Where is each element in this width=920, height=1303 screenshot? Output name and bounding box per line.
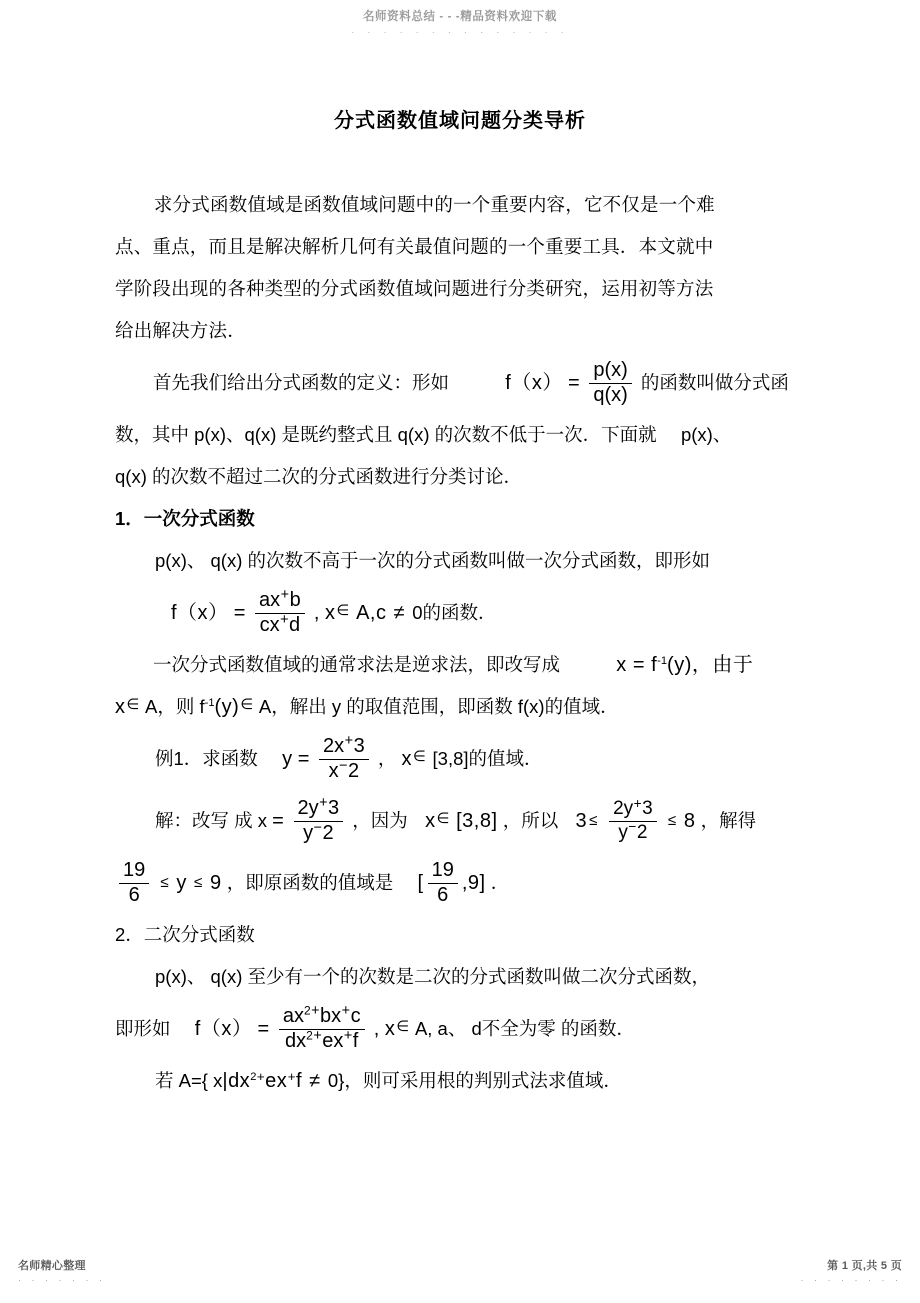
answer-9: 9: [209, 872, 222, 894]
section-1-formula-in: ∈: [336, 602, 350, 619]
s2-num-plus: +: [633, 795, 642, 811]
num-plus: +: [280, 587, 290, 604]
ex1-den-minus: −: [339, 757, 348, 774]
example-1-answer-line: [115, 852, 805, 914]
section-2-formula-fraction: [279, 1003, 365, 1052]
watermark-header-text: 名师资料总结 - - -精品资料欢迎下载: [362, 10, 558, 24]
s2f-den-plus-2: +: [343, 1027, 353, 1044]
example-1-statement: [115, 728, 805, 790]
ex1-den-x: x: [328, 759, 339, 782]
footer-left-dots: · · · · · · ·: [18, 1275, 106, 1285]
section-2-formula-tail: A, a、 d不全为零 的函数．: [414, 1018, 635, 1039]
answer-fraction-2: [428, 860, 458, 906]
footer-right: [801, 1257, 902, 1285]
method2-exponent: -1: [204, 697, 215, 710]
example-1-y: y: [282, 748, 293, 770]
ex1-den-2: 2: [348, 759, 360, 782]
solution-mid-1: ，因为: [352, 810, 408, 831]
answer-bracket-close: ,9]: [461, 872, 486, 894]
solution-equals: =: [272, 810, 285, 832]
solution-upper-bound: 8: [683, 810, 696, 832]
answer-fraction-2-numerator: 19: [428, 860, 458, 884]
example-1-interval: [3,8]的值域．: [432, 748, 543, 769]
answer-fraction-2-denominator: 6: [437, 883, 449, 906]
s2f-den-dx: dx: [285, 1029, 307, 1052]
solution-le-1: ≤: [589, 811, 598, 829]
solution-mid-2: ，所以: [502, 810, 559, 831]
last-line-plus-1: +: [256, 1068, 265, 1084]
section-2-formula-in: ∈: [396, 1018, 410, 1035]
s2f-num-bx: bx: [320, 1005, 342, 1028]
answer-fraction-1-denominator: 6: [128, 883, 140, 906]
ex1-num-2x: 2x: [323, 735, 345, 758]
definition-after-fraction: 的函数叫做分式函: [640, 372, 789, 393]
s2-den-y: y: [618, 821, 628, 843]
s2f-num-power: 2: [303, 1003, 311, 1018]
document-body: [115, 104, 805, 1102]
section-1-formula-numerator: [255, 587, 305, 614]
example-1-in: ∈: [413, 748, 427, 765]
last-line-plus-2: +: [287, 1068, 296, 1084]
section-1-method-line-1: [115, 644, 805, 686]
section-2-formula-fx: f（x）: [194, 1018, 253, 1040]
example-1-comma: ，: [377, 748, 397, 769]
s1-den-2: 2: [322, 821, 334, 844]
intro-line-2: 点、重点，而且是解决解析几何有关最值问题的一个重要工具．本文就中: [115, 236, 714, 257]
section-1-method-line-2: [115, 686, 805, 728]
answer-fraction-1: [119, 860, 149, 906]
answer-le-1: ≤: [160, 873, 170, 891]
footer-left-text: 名师精心整理: [18, 1260, 86, 1272]
section-1-formula-fx: f（x）: [171, 602, 229, 624]
definition-fx: f（x）: [505, 372, 563, 394]
definition-line-2-text: 数，其中 p(x)、q(x) 是既约整式且 q(x) 的次数不低于一次．下面就: [115, 424, 657, 445]
watermark-header-dots: · · · · · · · · · · · · · ·: [351, 27, 569, 38]
solution-interval: [3,8]: [456, 810, 498, 832]
solution-x: x: [425, 810, 436, 832]
s2f-den-f: f: [352, 1029, 359, 1052]
section-2-formula-lead: 即形如: [115, 1018, 171, 1039]
definition-fraction-numerator: p(x): [589, 360, 631, 384]
method2-d: A，解出 y 的取值范围，即函数 f(x)的值域．: [258, 696, 619, 717]
answer-y: y: [176, 872, 187, 894]
section-2-formula: [115, 998, 805, 1060]
section-2-formula-comma: ,: [373, 1018, 380, 1040]
section-2-formula-x: x: [384, 1018, 396, 1040]
definition-fraction-denominator: q(x): [593, 383, 628, 406]
section-2-body-line-1: p(x)、 q(x) 至少有一个的次数是二次的分式函数叫做二次分式函数，: [155, 966, 711, 987]
s2f-num-plus-2: +: [341, 1003, 351, 1020]
example-1-denominator: [319, 757, 369, 783]
method-inverse-exponent: -1: [657, 655, 668, 668]
s2-den-minus: −: [628, 819, 637, 835]
s1-den-minus: −: [313, 819, 322, 836]
definition-fraction: [589, 360, 631, 406]
section-1-formula-equals: =: [233, 602, 246, 624]
num-a: ax: [259, 589, 281, 612]
page-footer: [0, 1247, 920, 1293]
last-line-bar: |: [222, 1070, 229, 1092]
s2f-num-ax: ax: [282, 1005, 304, 1028]
method2-in-2: ∈: [240, 696, 254, 713]
last-line-power: 2: [250, 1071, 257, 1084]
last-line-a: 若 A={ x: [155, 1070, 223, 1091]
section-1-formula-x: x: [325, 602, 336, 624]
den-d: d: [289, 613, 301, 636]
den-c: cx: [259, 613, 280, 636]
method2-x: x: [115, 696, 126, 718]
section-1-formula-set: A,c: [356, 602, 387, 624]
ex1-num-3: 3: [353, 735, 365, 758]
method2-in-1: ∈: [126, 696, 140, 713]
page-number: 第 1 页,共 5 页: [827, 1260, 902, 1272]
s2f-num-c: c: [350, 1005, 361, 1028]
last-line-ne: ≠: [309, 1070, 321, 1092]
last-line-ex: ex: [265, 1070, 288, 1092]
example-1-solution-line-1: [115, 790, 805, 852]
section-1-formula: [115, 582, 805, 644]
intro-line-4: 给出解决方法．: [115, 320, 246, 341]
method2-c: (y): [214, 696, 240, 718]
s1-num-2y: 2y: [297, 797, 319, 820]
example-1-label: 例1．求函数: [155, 748, 258, 769]
footer-left: [18, 1257, 106, 1285]
section-1-body-line-1: p(x)、 q(x) 的次数不高于一次的分式函数叫做一次分式函数，即形如: [155, 550, 711, 571]
solution-fraction-2-denominator: [609, 819, 657, 844]
solution-fraction-2: [609, 795, 657, 843]
solution-tail: ，解得: [700, 810, 757, 831]
section-1-heading: 1．一次分式函数: [115, 508, 255, 529]
answer-bracket-open: [: [417, 872, 424, 894]
method-inverse-arg: (y)，由于: [667, 654, 754, 676]
last-line-dx: dx: [228, 1070, 251, 1092]
intro-line-1: 求分式函数值域是函数值域问题中的一个重要内容，它不仅是一个难: [153, 194, 715, 215]
s2-num-3: 3: [642, 798, 653, 820]
section-2-formula-equals: =: [257, 1018, 270, 1040]
section-1-formula-ne: ≠: [393, 602, 406, 624]
solution-le-2: ≤: [667, 811, 677, 829]
solution-fraction-1: [294, 795, 344, 844]
method2-b: A，则 f: [145, 696, 205, 717]
ex1-num-plus: +: [344, 733, 354, 750]
title-spacer: [115, 150, 805, 184]
s1-den-y: y: [303, 821, 314, 844]
answer-mid-text: ，即原函数的值域是: [226, 872, 394, 893]
section-1-formula-tail: 0的函数．: [412, 602, 497, 623]
example-1-fraction: [319, 733, 369, 782]
s2f-den-power: 2: [306, 1028, 313, 1043]
method-inverse-expr: x = f: [616, 654, 658, 676]
section-2-formula-numerator: [279, 1003, 365, 1030]
s2f-den-plus-1: +: [313, 1027, 322, 1044]
solution-fraction-1-numerator: [294, 795, 344, 822]
last-line-tail: 0}，则可采用根的判别式法求值域．: [327, 1070, 622, 1091]
definition-equals: =: [568, 372, 581, 394]
solution-lead: 解：改写 成 x: [155, 810, 268, 831]
s1-num-plus: +: [319, 795, 328, 812]
footer-right-dots: · · · · · · · ·: [800, 1275, 902, 1285]
example-1-equals: =: [297, 748, 310, 770]
definition-line-2-tail: p(x)、: [680, 424, 732, 445]
example-1-x: x: [401, 748, 412, 770]
example-1-numerator: [319, 733, 369, 760]
definition-line-2: [115, 414, 805, 456]
s2-num-2y: 2y: [613, 798, 634, 820]
page-title: 分式函数值域问题分类导析: [334, 110, 586, 132]
section-1-formula-fraction: [255, 587, 305, 636]
s2-den-2: 2: [636, 821, 648, 843]
answer-fraction-1-numerator: 19: [119, 860, 149, 884]
section-2-formula-denominator: [279, 1027, 365, 1053]
section-2-last-line: [115, 1060, 805, 1102]
watermark-header: [0, 8, 920, 38]
num-b: b: [289, 589, 301, 612]
section-1-formula-denominator: [255, 611, 305, 637]
solution-in: ∈: [436, 810, 450, 827]
method-lead: 一次分式函数值域的通常求法是逆求法，即改写成: [153, 654, 561, 675]
solution-fraction-1-denominator: [294, 819, 344, 845]
s1-num-3: 3: [328, 797, 340, 820]
s2f-den-ex: ex: [322, 1029, 344, 1052]
section-2-heading: 2．二次分式函数: [115, 924, 255, 945]
solution-lower-bound: 3: [575, 810, 588, 832]
definition-lead: 首先我们给出分式函数的定义：形如: [153, 372, 450, 393]
definition-line-1: [115, 352, 805, 414]
den-plus: +: [280, 611, 289, 628]
last-line-f: f: [296, 1070, 303, 1092]
answer-le-2: ≤: [194, 873, 203, 891]
s2f-num-plus-1: +: [311, 1003, 320, 1020]
definition-line-3: q(x) 的次数不超过二次的分式函数进行分类讨论．: [115, 466, 523, 487]
answer-period: ．: [490, 872, 510, 893]
section-1-formula-comma: ,: [313, 602, 320, 624]
intro-line-3: 学阶段出现的各种类型的分式函数值域问题进行分类研究，运用初等方法: [115, 278, 714, 299]
